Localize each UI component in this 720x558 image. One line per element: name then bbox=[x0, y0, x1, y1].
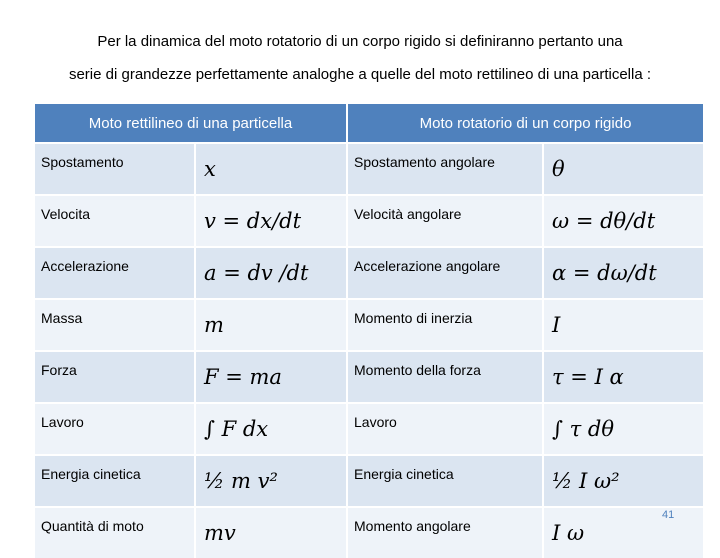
table-row bbox=[35, 247, 703, 299]
linear-quantity-label: Quantità di moto bbox=[35, 507, 195, 558]
rotational-quantity-formula: I bbox=[543, 299, 703, 351]
rotational-quantity-formula: θ bbox=[543, 143, 703, 195]
intro-line-2: serie di grandezze perfettamente analoghe a quelle del moto rettilineo di una particella : bbox=[68, 66, 652, 83]
linear-quantity-formula: ∫ F dx bbox=[195, 403, 347, 455]
table-row bbox=[35, 143, 703, 195]
rotational-quantity-formula: τ = I α bbox=[543, 351, 703, 403]
table-row bbox=[35, 455, 703, 507]
rotational-quantity-label: Spostamento angolare bbox=[347, 143, 543, 195]
linear-quantity-formula: mv bbox=[195, 507, 347, 558]
linear-quantity-label: Spostamento bbox=[35, 143, 195, 195]
header-rotational-motion: Moto rotatorio di un corpo rigido bbox=[347, 104, 703, 143]
rotational-quantity-formula: ½ I ω² bbox=[543, 455, 703, 507]
rotational-quantity-formula: ω = dθ/dt bbox=[543, 195, 703, 247]
table-header-row bbox=[35, 104, 703, 143]
linear-quantity-label: Forza bbox=[35, 351, 195, 403]
table-row bbox=[35, 507, 703, 558]
rotational-quantity-formula: α = dω/dt bbox=[543, 247, 703, 299]
header-linear-motion: Moto rettilineo di una particella bbox=[35, 104, 347, 143]
rotational-quantity-formula: I ω bbox=[543, 507, 703, 558]
table-row bbox=[35, 195, 703, 247]
table-row bbox=[35, 299, 703, 351]
linear-quantity-formula: ½ m v² bbox=[195, 455, 347, 507]
comparison-table bbox=[35, 104, 703, 558]
table-row bbox=[35, 351, 703, 403]
linear-quantity-label: Lavoro bbox=[35, 403, 195, 455]
linear-quantity-formula: v = dx/dt bbox=[195, 195, 347, 247]
linear-quantity-formula: a = dv /dt bbox=[195, 247, 347, 299]
rotational-quantity-formula: ∫ τ dθ bbox=[543, 403, 703, 455]
linear-quantity-label: Energia cinetica bbox=[35, 455, 195, 507]
rotational-quantity-label: Momento della forza bbox=[347, 351, 543, 403]
rotational-quantity-label: Energia cinetica bbox=[347, 455, 543, 507]
linear-quantity-label: Velocita bbox=[35, 195, 195, 247]
rotational-quantity-label: Accelerazione angolare bbox=[347, 247, 543, 299]
rotational-quantity-label: Lavoro bbox=[347, 403, 543, 455]
linear-quantity-formula: m bbox=[195, 299, 347, 351]
rotational-quantity-label: Momento angolare bbox=[347, 507, 543, 558]
page-number: 41 bbox=[662, 509, 675, 521]
linear-quantity-formula: F = ma bbox=[195, 351, 347, 403]
intro-line-1: Per la dinamica del moto rotatorio di un corpo rigido si definiranno pertanto una bbox=[97, 33, 623, 50]
table-row bbox=[35, 403, 703, 455]
linear-quantity-formula: x bbox=[195, 143, 347, 195]
rotational-quantity-label: Momento di inerzia bbox=[347, 299, 543, 351]
linear-quantity-label: Massa bbox=[35, 299, 195, 351]
rotational-quantity-label: Velocità angolare bbox=[347, 195, 543, 247]
linear-quantity-label: Accelerazione bbox=[35, 247, 195, 299]
